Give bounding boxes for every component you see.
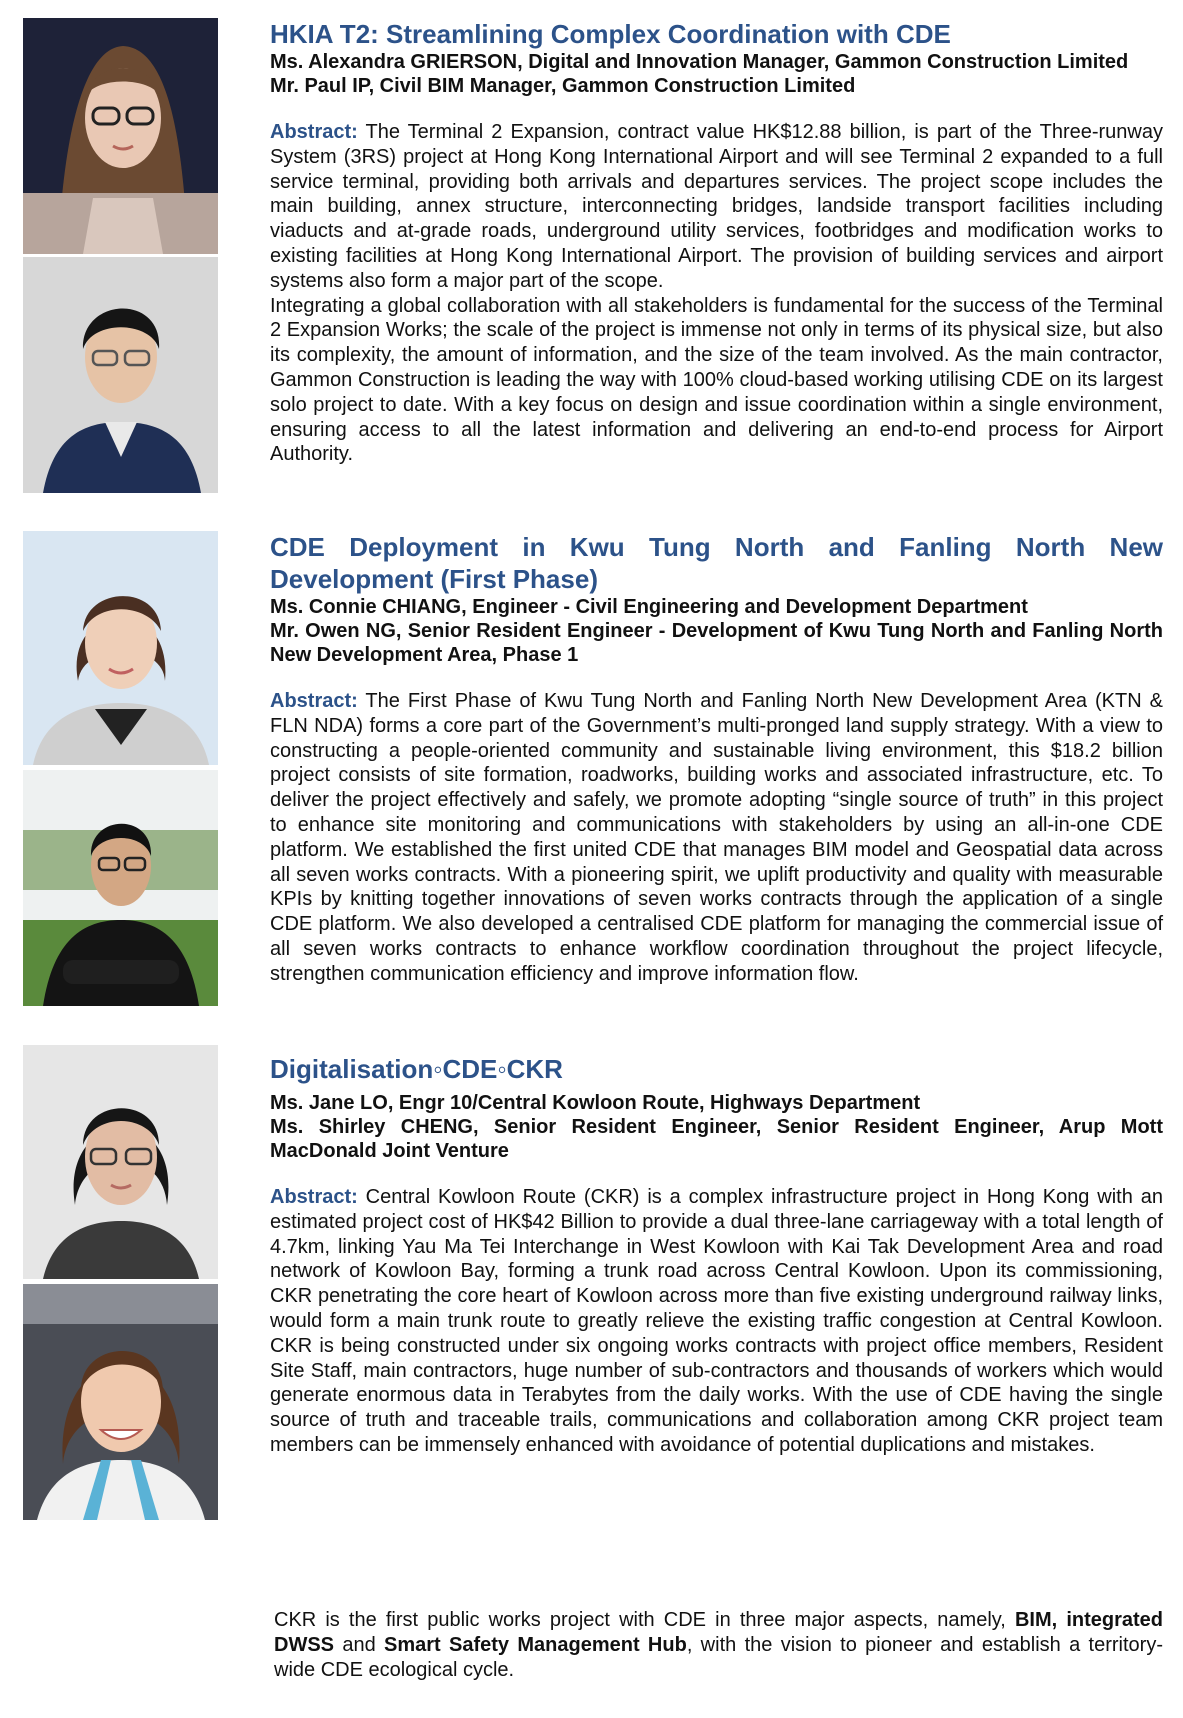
abstract: [270, 689, 1163, 987]
speaker-line: Ms. Shirley CHENG, Senior Resident Engineer, Senior Resident Engineer, Arup Mott MacDonald Joint Venture: [270, 1116, 1163, 1162]
session-text: [270, 18, 1163, 467]
speaker-photo-owen-ng: [23, 770, 218, 1006]
speaker-photo-jane-lo: [23, 1045, 218, 1279]
session-title: Digitalisation◦CDE◦CKR: [270, 1054, 563, 1084]
abstract-text: The Terminal 2 Expansion, contract value HK$12.88 billion, is part of the Three-runway System (3RS) project at Hong Kong International Airport and will see Terminal 2 expanded to a full service terminal, providing both arrivals and departures services. The project scope includes the main building, annex structure, interconnecting bridges, landside transport facilities including viaducts and at-grade roads, underground utility services, footbridges and modification works to existing facilities at Hong Kong International Airport. The provision of building services and airport systems also form a major part of the scope.: [270, 121, 1163, 292]
session-text: [270, 1053, 1163, 1458]
closing-text: CKR is the first public works project with CDE in three major aspects, namely,: [274, 1609, 1015, 1631]
abstract-label: Abstract:: [270, 690, 358, 712]
closing-bold-safety-hub: Smart Safety Management Hub: [384, 1633, 687, 1656]
abstract-text: Central Kowloon Route (CKR) is a complex infrastructure project in Hong Kong with an estimated project cost of HK$42 Billion to provide a dual three-lane carriageway with a total length of 4.7km, linking Yau Ma Tei Interchange in West Kowloon with Kai Tak Development Area and road network of Kowloon Bay, forming a trunk road across Central Kowloon. Upon its commissioning, CKR penetrating the core heart of Kowloon across more than five existing underground railway links, would form a main trunk route to greatly relieve the existing traffic congestion at Central Kowloon. CKR is being constructed under six ongoing works contracts with project office members, Resident Site Staff, main contractors, huge number of sub-contractors and thousands of workers which would generate enormous data in Terabytes from the daily works. With the use of CDE having the single source of truth and traceable trails, communications and collaboration among CKR project team members can be immensely enhanced with avoidance of potential duplications and mistakes.: [270, 1186, 1163, 1456]
closing-text: and: [334, 1633, 385, 1656]
speaker-photo-connie-chiang: [23, 531, 218, 765]
speaker-line: Mr. Owen NG, Senior Resident Engineer - Development of Kwu Tung North and Fanling North New Development Area, Phase 1: [270, 620, 1163, 666]
abstract: [270, 1185, 1163, 1458]
session-text: [270, 531, 1163, 987]
speaker-line: Ms. Connie CHIANG, Engineer - Civil Engineering and Development Department: [270, 596, 1028, 618]
speaker-photo-alexandra-grierson: [23, 18, 218, 254]
speaker-photo-paul-ip: [23, 257, 218, 493]
speaker-line: Ms. Jane LO, Engr 10/Central Kowloon Route, Highways Department: [270, 1092, 921, 1114]
session-title: HKIA T2: Streamlining Complex Coordination with CDE: [270, 19, 951, 49]
abstract-text: The First Phase of Kwu Tung North and Fanling North New Development Area (KTN & FLN NDA) forms a core part of the Government’s multi-pronged land supply strategy. With a view to constructing a people-oriented community and sustainable living environment, this $18.2 billion project consists of site formation, roadworks, building works and associated infrastructure, etc. To deliver the project effectively and safely, we promote adopting “single source of truth” in this project to enhance site monitoring and communications with stakeholders by using an all-in-one CDE platform. We established the first united CDE that manages BIM model and Geospatial data across all seven works contracts. With a pioneering spirit, we uplift productivity and quality with measurable KPIs by knitting together innovations of seven works contracts through the application of a single CDE platform. We also developed a centralised CDE platform for managing the commercial issue of all seven works contracts to enhance workflow coordination throughout the project lifecycle, strengthen communication efficiency and improve information flow.: [270, 690, 1163, 985]
speaker-line: Mr. Paul IP, Civil BIM Manager, Gammon Construction Limited: [270, 75, 856, 97]
session-title: CDE Deployment in Kwu Tung North and Fanling North New Development (First Phase): [270, 532, 1163, 594]
abstract-label: Abstract:: [270, 1186, 358, 1208]
speaker-line: Ms. Alexandra GRIERSON, Digital and Innovation Manager, Gammon Construction Limited: [270, 51, 1129, 73]
abstract: [270, 120, 1163, 294]
closing-bold-bim-dwss: BIM, integrated DWSS: [274, 1609, 1163, 1656]
abstract-paragraph-2: Integrating a global collaboration with all stakeholders is fundamental for the success of the Terminal 2 Expansion Works; the scale of the project is immense not only in terms of its physical size, but also its complexity, the amount of information, and the size of the team involved. As the main contractor, Gammon Construction is leading the way with 100% cloud-based working utilising CDE on its largest solo project to date. With a key focus on design and issue coordination within a single environment, ensuring access to all the latest information and delivering an end-to-end process for Airport Authority.: [270, 294, 1163, 466]
speaker-photo-shirley-cheng: [23, 1284, 218, 1520]
closing-text: , with the vision to pioneer and establish a territory-wide CDE ecological cycle.: [274, 1633, 1164, 1681]
abstract-label: Abstract:: [270, 121, 358, 143]
closing-paragraph: [274, 1608, 1163, 1682]
